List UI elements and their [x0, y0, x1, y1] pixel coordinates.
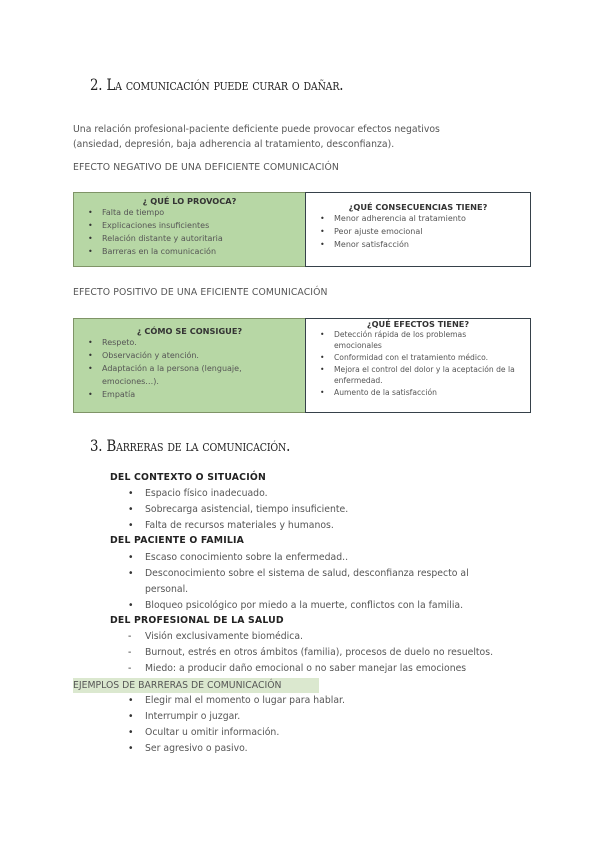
list-item: • Desconocimiento sobre el sistema de salud, desconfianza respecto al personal. [128, 566, 513, 598]
effects-list [306, 329, 530, 399]
consequences-header: ¿QUÉ CONSECUENCIAS TIENE? [348, 202, 488, 212]
list-item: • Menor adherencia al tratamiento [306, 212, 530, 225]
consequences-list [306, 212, 530, 251]
professional-list [128, 629, 528, 677]
list-item: • Peor ajuste emocional [306, 225, 530, 238]
intro-line-2: (ansiedad, depresión, baja adherencia al tratamiento, desconfianza). [73, 139, 395, 150]
list-item: • Elegir mal el momento o lugar para hablar. [128, 693, 528, 709]
list-item: • Barreras en la comunicación [74, 245, 305, 258]
list-item: • Ser agresivo o pasivo. [128, 741, 528, 757]
causes-list [74, 206, 305, 258]
list-item: - Miedo: a producir daño emocional o no saber manejar las emociones [128, 661, 528, 677]
list-item: • Empatía [74, 388, 305, 401]
list-item: • Detección rápida de los problemas emocionales [306, 329, 530, 351]
examples-list [128, 693, 528, 757]
intro-paragraph [73, 122, 440, 152]
list-item: • Conformidad con el tratamiento médico. [306, 351, 530, 364]
causes-header: ¿ QUÉ LO PROVOCA? [142, 196, 237, 206]
list-item: - Visión exclusivamente biomédica. [128, 629, 528, 645]
list-item: • Adaptación a la persona (lenguaje, emociones…). [74, 362, 305, 388]
section-2-title: 2. La comunicación puede curar o dañar. [90, 76, 344, 94]
list-item: • Sobrecarga asistencial, tiempo insuficiente. [128, 502, 528, 518]
positive-effect-label: EFECTO POSITIVO DE UNA EFICIENTE COMUNICACIÓN [73, 287, 328, 298]
list-item: • Espacio físico inadecuado. [128, 486, 528, 502]
list-item: • Falta de tiempo [74, 206, 305, 219]
list-item: • Observación y atención. [74, 349, 305, 362]
how-achieved-header: ¿ CÓMO SE CONSIGUE? [136, 326, 243, 336]
how-achieved-cell [74, 319, 305, 412]
list-item: • Interrumpir o juzgar. [128, 709, 528, 725]
list-item: • Ocultar u omitir información. [128, 725, 528, 741]
causes-cell [74, 193, 305, 266]
how-achieved-list [74, 336, 305, 401]
effects-cell [305, 318, 531, 413]
negative-effect-label: EFECTO NEGATIVO DE UNA DEFICIENTE COMUNICACIÓN [73, 162, 339, 173]
list-item: • Bloqueo psicológico por miedo a la muerte, conflictos con la familia. [128, 598, 513, 614]
positive-effect-table [73, 318, 531, 413]
patient-list [128, 550, 513, 614]
list-item: • Menor satisfacción [306, 238, 530, 251]
negative-effect-table [73, 192, 531, 267]
effects-header: ¿QUÉ EFECTOS TIENE? [366, 319, 470, 329]
list-item: - Burnout, estrés en otros ámbitos (familia), procesos de duelo no resueltos. [128, 645, 528, 661]
context-list [128, 486, 528, 534]
context-heading: DEL CONTEXTO O SITUACIÓN [110, 472, 266, 483]
section-3-title: 3. Barreras de la comunicación. [90, 437, 291, 455]
consequences-cell [305, 192, 531, 267]
list-item: • Respeto. [74, 336, 305, 349]
list-item: • Falta de recursos materiales y humanos. [128, 518, 528, 534]
list-item: • Explicaciones insuficientes [74, 219, 305, 232]
patient-heading: DEL PACIENTE O FAMILIA [110, 535, 245, 546]
examples-heading: EJEMPLOS DE BARRERAS DE COMUNICACIÓN [73, 680, 282, 691]
professional-heading: DEL PROFESIONAL DE LA SALUD [110, 615, 284, 626]
intro-line-1: Una relación profesional-paciente deficiente puede provocar efectos negativos [73, 124, 440, 135]
list-item: • Escaso conocimiento sobre la enfermedad.. [128, 550, 513, 566]
list-item: • Aumento de la satisfacción [306, 386, 530, 399]
list-item: • Relación distante y autoritaria [74, 232, 305, 245]
list-item: • Mejora el control del dolor y la aceptación de la enfermedad. [306, 364, 530, 386]
